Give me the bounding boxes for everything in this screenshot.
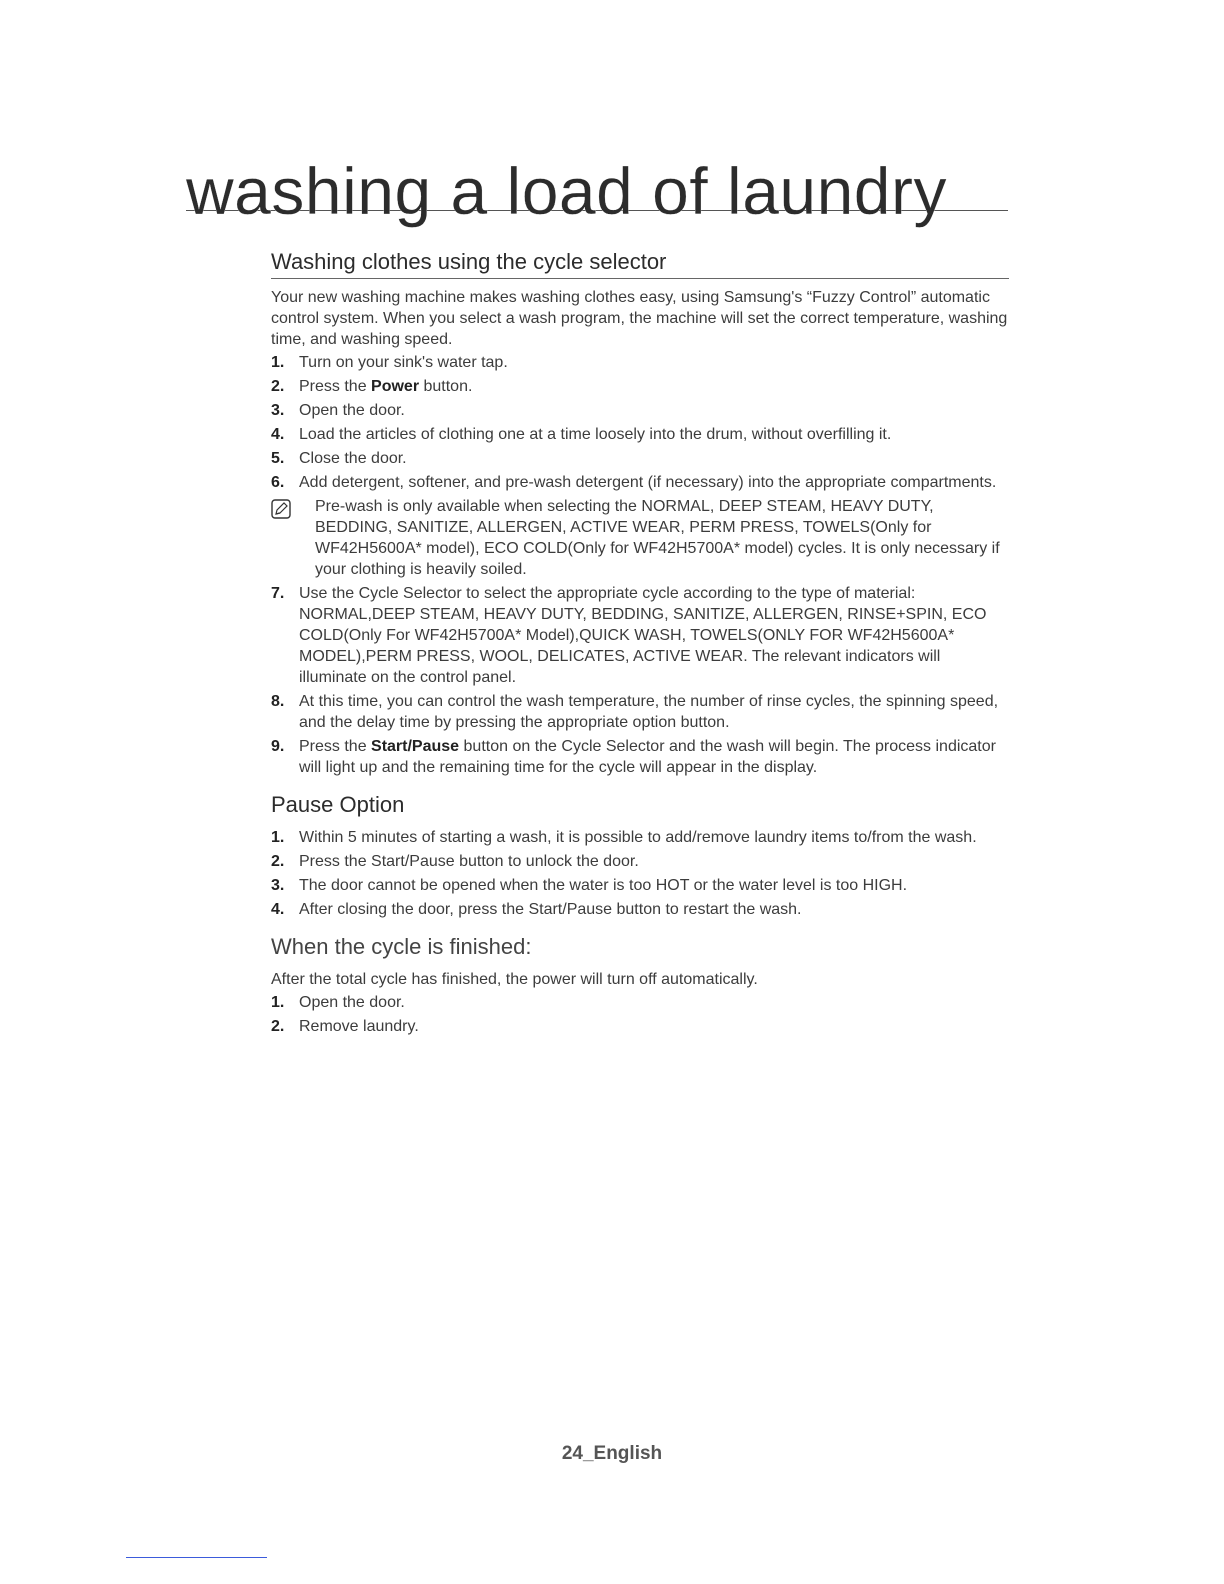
list-item: 8. At this time, you can control the wash temperature, the number of rinse cycles, the spinning speed, and the delay time by pressing the appropriate option button. (271, 693, 999, 731)
list-item: 2. Remove laundry. (271, 1018, 419, 1035)
list-item: 7. Use the Cycle Selector to select the appropriate cycle according to the type of material: NORMAL,DEEP STEAM, HEAVY DUTY, BEDDING, SANITIZE, ALLERGEN, RINSE+SPIN, ECO COLD(Only For WF42H5700A* Model),QUICK WASH, TOWELS(ONLY FOR WF42H5600A* MODEL),PERM PRESS, WOOL, DELICATES, ACTIVE WEAR. The relevant indicators will illuminate on the control panel. (271, 585, 987, 686)
start-pause-button-label: Start/Pause (371, 738, 460, 755)
finished-steps-list (271, 992, 1009, 1037)
steps-list-continued (271, 583, 1009, 778)
list-item: 4. After closing the door, press the Start/Pause button to restart the wash. (271, 901, 802, 918)
section-heading-cycle-finished: When the cycle is finished: (271, 934, 532, 959)
list-item: 1. Open the door. (271, 994, 405, 1011)
bottom-rule (126, 1557, 267, 1558)
note-pencil-icon (271, 499, 291, 519)
list-item: 3. The door cannot be opened when the water is too HOT or the water level is too HIGH. (271, 877, 908, 894)
page-number: 24_English (561, 1443, 663, 1464)
list-item: 6. Add detergent, softener, and pre-wash detergent (if necessary) into the appropriate compartments. (271, 474, 997, 491)
note-text: Pre-wash is only available when selecting the NORMAL, DEEP STEAM, HEAVY DUTY, BEDDING, SANITIZE, ALLERGEN, ACTIVE WEAR, PERM PRESS, TOWELS(Only for WF42H5600A* model), ECO COLD(Only for WF42H5700A* model) cycles. It is only necessary if your clothing is heavily soiled. (315, 498, 1000, 578)
list-item: 1. Within 5 minutes of starting a wash, it is possible to add/remove laundry items to/from the wash. (271, 829, 977, 846)
page-title-text: washing a load of laundry (186, 154, 947, 228)
note-block (271, 496, 1009, 580)
section-heading-pause-option: Pause Option (271, 792, 405, 817)
steps-list (271, 352, 1009, 493)
pause-steps-list (271, 827, 1009, 920)
list-item: 2. Press the Start/Pause button to unlock the door. (271, 853, 639, 870)
list-item: 1. Turn on your sink's water tap. (271, 354, 508, 371)
list-item: 4. Load the articles of clothing one at a time loosely into the drum, without overfilling it. (271, 426, 892, 443)
section-intro: After the total cycle has finished, the power will turn off automatically. (271, 971, 758, 988)
main-content (271, 248, 1009, 1040)
power-button-label: Power (371, 378, 420, 395)
list-item: 9. Press the Start/Pause button on the Cycle Selector and the wash will begin. The process indicator will light up and the remaining time for the cycle will appear in the display. (271, 738, 996, 776)
list-item: 3. Open the door. (271, 402, 405, 419)
list-item: 2. Press the Power button. (271, 378, 473, 395)
list-item: 5. Close the door. (271, 450, 407, 467)
section-heading-cycle-selector: Washing clothes using the cycle selector (271, 248, 1009, 279)
section-intro: Your new washing machine makes washing clothes easy, using Samsung's “Fuzzy Control” automatic control system. When you select a wash program, the machine will set the correct temperature, washing time, and washing speed. (271, 289, 1008, 348)
page-title (186, 140, 1008, 228)
